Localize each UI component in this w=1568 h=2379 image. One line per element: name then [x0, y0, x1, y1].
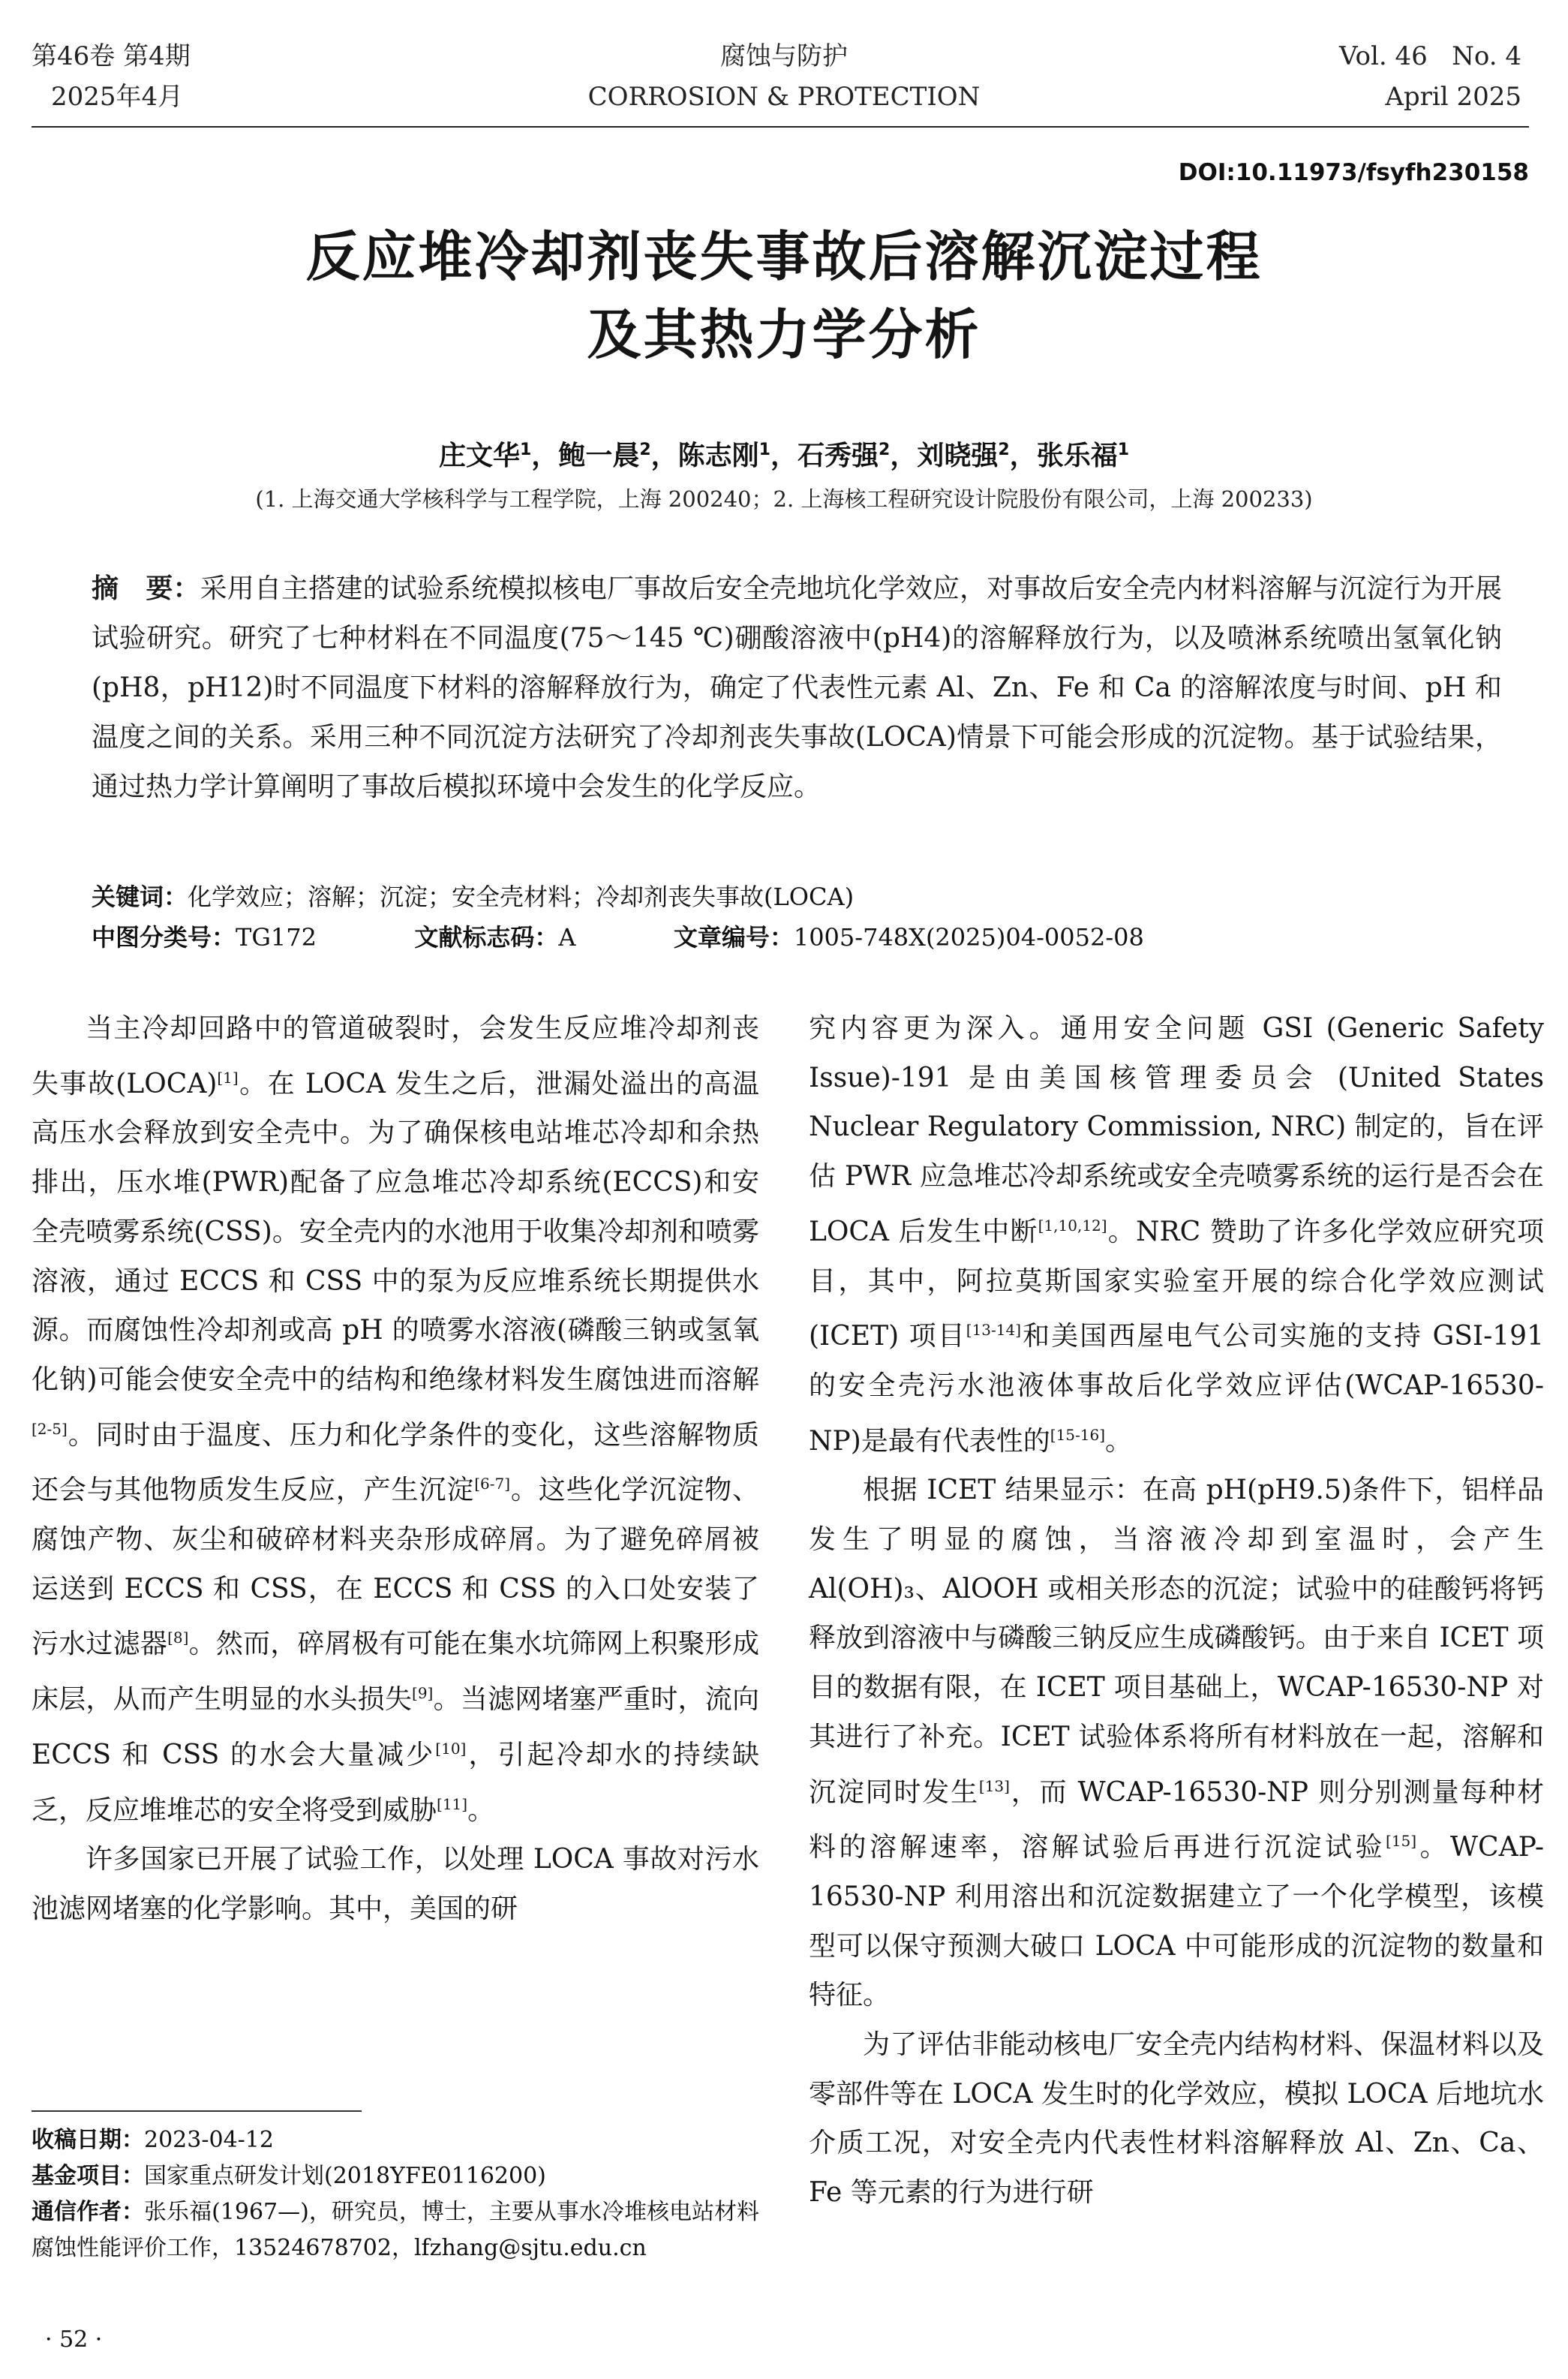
text-segment: 。在 LOCA 发生之后，泄漏处溢出的高温高压水会释放到安全壳中。为了确保核电站堆芯冷却和余热排出，压水堆(PWR)配备了应急堆芯冷却系统(ECCS)和安全壳喷雾系统(CSS)。安全壳内的水池用于收集冷却剂和喷雾溶液，通过 ECCS 和 CSS 中的泵为反应堆系统长期提供水源。而腐蚀性冷却剂或高 pH 的喷雾水溶液(磷酸三钠或氢氧化钠)可能会使安全壳中的结构和绝缘材料发生腐蚀进而溶解 — [32, 1068, 759, 1395]
text-segment: 。WCAP-16530-NP 利用溶出和沉淀数据建立了一个化学模型，该模型可以保守预测大破口 LOCA 中可能形成的沉淀物的数量和特征。 — [809, 1832, 1544, 2011]
affiliations: (1. 上海交通大学核科学与工程学院，上海 200240；2. 上海核工程研究设计院股份有限公司，上海 200233) — [255, 486, 1313, 512]
fund-project — [32, 2158, 759, 2194]
author-affiliation-mark: 2 — [998, 441, 1010, 459]
right-paragraph-2 — [809, 1466, 1544, 2020]
citation-ref[interactable]: [15-16] — [1050, 1425, 1106, 1444]
abstract-text: 采用自主搭建的试验系统模拟核电厂事故后安全壳地坑化学效应，对事故后安全壳内材料溶解与沉淀行为开展试验研究。研究了七种材料在不同温度(75～145 ℃)硼酸溶液中(pH4)的溶解释放行为，以及喷淋系统喷出氢氧化钠(pH8，pH12)时不同温度下材料的溶解释放行为，确定了代表性元素 Al、Zn、Fe 和 Ca 的溶解浓度与时间、pH 和温度之间的关系。采用三种不同沉淀方法研究了冷却剂丧失事故(LOCA)情景下可能会形成的沉淀物。基于试验结果，通过热力学计算阐明了事故后模拟环境中会发生的化学反应。 — [92, 573, 1502, 802]
author-separator: ， — [1009, 441, 1037, 471]
running-header-center — [0, 36, 1568, 117]
date-en: April 2025 — [1385, 82, 1521, 112]
author-list — [0, 431, 1568, 476]
page-number: · 52 · — [45, 2326, 103, 2353]
doc-code-value: A — [558, 923, 576, 952]
author-name: 刘晓强 — [917, 441, 999, 471]
author-name: 陈志刚 — [677, 441, 759, 471]
fund-label: 基金项目： — [32, 2163, 144, 2189]
text-segment: 。 — [467, 1794, 495, 1826]
keywords-text: 化学效应；溶解；沉淀；安全壳材料；冷却剂丧失事故(LOCA) — [188, 883, 855, 911]
running-header-right — [1339, 36, 1521, 117]
citation-ref[interactable]: [9] — [412, 1684, 434, 1703]
volume-issue-cn: 第46卷 第4期 — [32, 41, 191, 71]
author-name: 石秀强 — [798, 441, 879, 471]
text-segment: 。同时由于温度、压力和化学条件的变化，这些溶解物质还会与其他物质发生反应，产生沉淀 — [32, 1419, 759, 1506]
citation-ref[interactable]: [1] — [217, 1068, 239, 1087]
author-separator: ， — [890, 441, 918, 471]
date-cn: 2025年4月 — [51, 82, 184, 112]
received-value: 2023-04-12 — [144, 2127, 274, 2153]
journal-name-en: CORROSION & PROTECTION — [587, 82, 981, 112]
author-name: 鲍一晨 — [558, 441, 640, 471]
received-date — [32, 2122, 759, 2158]
author-name: 张乐福 — [1036, 441, 1118, 471]
text-segment: 。NRC 赞助了许多化学效应研究项目，其中，阿拉莫斯国家实验室开展的综合化学效应测试(ICET) 项目 — [809, 1216, 1544, 1352]
keywords-label: 关键词： — [92, 883, 188, 911]
left-paragraph-1 — [32, 1004, 759, 1835]
left-column — [32, 1004, 759, 1934]
article-no-label: 文章编号： — [673, 923, 794, 952]
right-paragraph-3: 为了评估非能动核电厂安全壳内结构材料、保温材料以及零部件等在 LOCA 发生时的化学效应，模拟 LOCA 后地坑水介质工况，对安全壳内代表性材料溶解释放 Al、Zn、Ca、Fe 等元素的行为进行研 — [809, 2029, 1544, 2209]
doc-code-label: 文献标志码： — [414, 923, 559, 952]
received-label: 收稿日期： — [32, 2127, 144, 2153]
abstract-label: 摘 要： — [92, 573, 200, 604]
article-no-value: 1005-748X(2025)04-0052-08 — [793, 923, 1144, 952]
clc-label: 中图分类号： — [92, 923, 236, 952]
author-affiliation-mark: 1 — [1117, 441, 1130, 459]
corr-value: 张乐福(1967—)，研究员，博士，主要从事水冷堆核电站材料腐蚀性能评价工作，13524678702，lfzhang@sjtu.edu.cn — [32, 2199, 759, 2261]
citation-ref[interactable]: [1,10,12] — [1038, 1216, 1107, 1235]
citation-ref[interactable]: [13] — [978, 1776, 1010, 1795]
citation-ref[interactable]: [2-5] — [32, 1419, 68, 1438]
header-rule — [32, 126, 1529, 128]
right-paragraph-1 — [809, 1004, 1544, 1466]
author-separator: ， — [770, 441, 798, 471]
corr-label: 通信作者： — [32, 2199, 145, 2225]
fund-value: 国家重点研发计划(2018YFE0116200) — [144, 2163, 546, 2189]
author-affiliation-mark: 1 — [519, 441, 532, 459]
title-line-1: 反应堆冷却剂丧失事故后溶解沉淀过程 — [305, 225, 1263, 288]
text-segment: 和美国西屋电气公司实施的支持 GSI-191 的安全壳污水池液体事故后化学效应评估(WCAP-16530-NP)是最有代表性的 — [809, 1321, 1544, 1457]
abstract — [92, 564, 1502, 812]
text-segment: 。 — [1105, 1425, 1133, 1457]
text-segment: 究内容更为深入。通用安全问题 GSI (Generic Safety Issue)-191 是由美国核管理委员会 (United States Nuclear Regulatory Commission, NRC) 制定的，旨在评估 PWR 应急堆芯冷却系统或安全壳喷雾系统的运行是否会在 LOCA 后发生中断 — [809, 1013, 1544, 1247]
citation-ref[interactable]: [13-14] — [966, 1321, 1022, 1340]
clc-value: TG172 — [236, 923, 317, 952]
author-affiliation-mark: 2 — [639, 441, 651, 459]
author-name: 庄文华 — [438, 441, 520, 471]
article-title — [0, 218, 1568, 374]
volume-issue-en: Vol. 46 No. 4 — [1339, 41, 1521, 71]
journal-name-cn: 腐蚀与防护 — [720, 41, 848, 71]
right-column — [809, 1004, 1544, 2218]
author-separator: ， — [650, 441, 678, 471]
citation-ref[interactable]: [15] — [1386, 1832, 1417, 1851]
footnote-rule — [32, 2110, 362, 2112]
citation-ref[interactable]: [8] — [167, 1629, 189, 1647]
text-segment: 。这些化学沉淀物、腐蚀产物、灰尘和破碎材料夹杂形成碎屑。为了避免碎屑被运送到 ECCS 和 CSS，在 ECCS 和 CSS 的入口处安装了污水过滤器 — [32, 1475, 759, 1660]
text-segment: 当主冷却回路中的管道破裂时，会发生反应堆冷却剂丧失事故(LOCA) — [32, 1013, 759, 1099]
doi: DOI:10.11973/fsyfh230158 — [1178, 159, 1529, 186]
keywords — [92, 878, 854, 916]
text-segment: 。然而，碎屑极有可能在集水坑筛网上积聚形成床层，从而产生明显的水头损失 — [32, 1629, 759, 1716]
citation-ref[interactable]: [11] — [437, 1794, 468, 1813]
text-segment: 根据 ICET 结果显示：在高 pH(pH9.5)条件下，铝样品发生了明显的腐蚀，当溶液冷却到室温时，会产生 Al(OH)₃、AlOOH 或相关形态的沉淀；试验中的硅酸钙将钙释放到溶液中与磷酸三钠反应生成磷酸钙。由于来自 ICET 项目的数据有限，在 ICET 项目基础上，WCAP-16530-NP 对其进行了补充。ICET 试验体系将所有材料放在一起，溶解和沉淀同时发生 — [809, 1475, 1544, 1808]
left-paragraph-2: 许多国家已开展了试验工作，以处理 LOCA 事故对污水池滤网堵塞的化学影响。其中，美国的研 — [32, 1844, 759, 1924]
text-segment: 。当滤网堵塞严重时，流向 ECCS 和 CSS 的水会大量减少 — [32, 1684, 759, 1770]
author-separator: ， — [531, 441, 559, 471]
classification-line — [92, 919, 1502, 956]
citation-ref[interactable]: [6-7] — [474, 1475, 510, 1493]
author-affiliation-mark: 2 — [879, 441, 891, 459]
text-segment: ，引起冷却水的持续缺乏，反应堆堆芯的安全将受到威胁 — [32, 1739, 759, 1826]
title-line-2: 及其热力学分析 — [587, 303, 981, 366]
corresponding-author — [32, 2194, 759, 2266]
footnote — [32, 2122, 759, 2266]
text-segment: ，而 WCAP-16530-NP 则分别测量每种材料的溶解速率，溶解试验后再进行沉淀试验 — [809, 1776, 1544, 1863]
author-affiliation-mark: 1 — [758, 441, 770, 459]
citation-ref[interactable]: [10] — [435, 1739, 467, 1758]
